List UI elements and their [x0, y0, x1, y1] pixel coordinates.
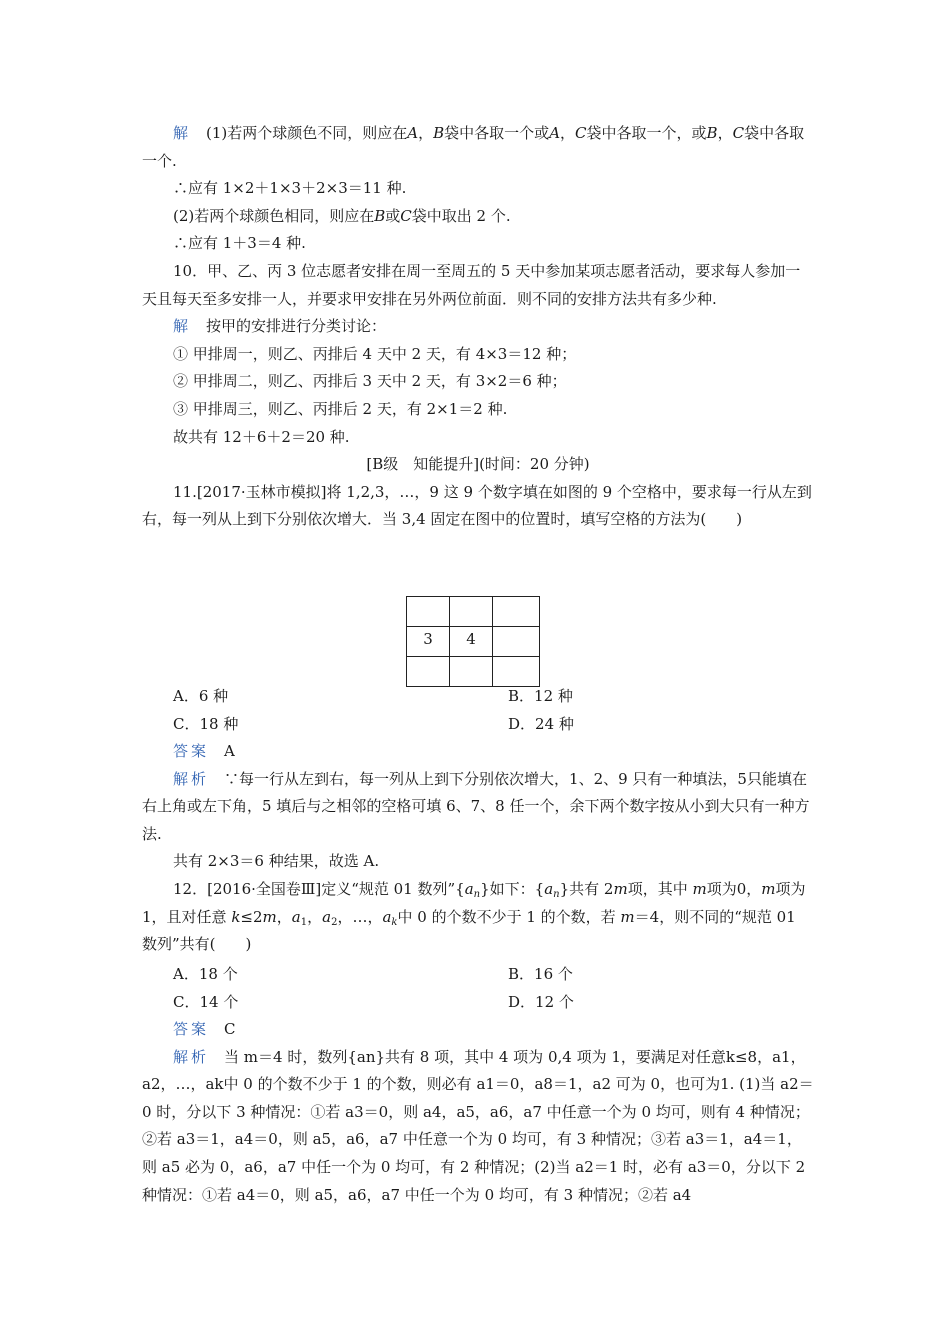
solution-line: (2)若两个球颜色相同，则应在B或C袋中取出 2 个.	[173, 206, 511, 225]
q12-answer: 答案 C	[173, 1020, 236, 1038]
q12-option-d: D．12 个	[508, 993, 574, 1011]
solution-10-case1: ① 甲排周一，则乙、丙排后 4 天中 2 天，有 4×3＝12 种；	[173, 344, 577, 363]
q12-option-b: B．16 个	[508, 965, 573, 983]
grid-cell	[407, 597, 450, 627]
question-10: 10．甲、乙、丙 3 位志愿者安排在周一至周五的 5 天中参加某项志愿者活动，要求每人参加一天且每天至多安排一人，并要求甲安排在另外两位前面．则不同的安排方法共有多少种.	[142, 261, 801, 308]
q11-option-a: A．6 种	[173, 687, 229, 705]
q12-option-a: A．18 个	[173, 965, 238, 983]
solution-10-case3: ③ 甲排周三，则乙、丙排后 2 天，有 2×1＝2 种.	[173, 399, 508, 418]
q12-analysis: 解析 当 m＝4 时，数列{an}共有 8 项，其中 4 项为 0,4 项为 1，要满足对任意k≤8，a1，a2，…，ak中 0 的个数不少于 1 的个数，则必有 a1＝0，a8＝1，a2 可为 0，也可为1. (1)当 a2＝0 时，分以下 3 种情况：①若 a3＝0，则 a4，a5，a6，a7 中任意一个为 0 均可，则有 4 种情况；②若 a3＝1，a4＝0，则 a5，a6，a7 中任意一个为 0 均可，有 3 种情况；③若 a3＝1，a4＝1，则 a5 必为 0，a6，a7 中任一个为 0 均可，有 2 种情况；(2)当 a2＝1 时，必有 a3＝0，分以下 2 种情况：①若 a4＝0，则 a5，a6，a7 中任一个为 0 均可，有 3 种情况；②若 a4	[142, 1047, 814, 1204]
solution-line: ∴应有 1×2＋1×3＋2×3＝11 种.	[173, 179, 407, 198]
section-header: [B级 知能提升](时间：20 分钟)	[366, 455, 590, 474]
grid-cell	[493, 597, 540, 627]
grid-cell: 3	[407, 627, 450, 657]
question-11: 11.[2017·玉林市模拟]将 1,2,3，…，9 这 9 个数字填在如图的 9 个空格中，要求每一行从左到右，每一列从上到下分别依次增大．当 3,4 固定在图中的位置时，填写空格的方法为( )	[142, 482, 812, 529]
solution-block-q9	[142, 120, 814, 534]
q11-answer-block	[142, 738, 814, 959]
solution-10-intro: 解 按甲的安排进行分类讨论：	[173, 317, 387, 336]
q11-answer: 答案 A	[173, 742, 235, 760]
grid-cell	[450, 597, 493, 627]
number-grid-figure	[406, 596, 540, 687]
grid-cell	[493, 627, 540, 657]
solution-line: 解 (1)若两个球颜色不同，则应在A，B袋中各取一个或A，C袋中各取一个，或B，C袋中各取一个.	[142, 124, 805, 170]
q11-option-b: B．12 种	[508, 687, 573, 705]
solution-10-case2: ② 甲排周二，则乙、丙排后 3 天中 2 天，有 3×2＝6 种；	[173, 372, 567, 391]
q11-analysis: 解析 ∵每一行从左到右，每一列从上到下分别依次增大，1、2、9 只有一种填法，5只能填在右上角或左下角，5 填后与之相邻的空格可填 6、7、8 任一个，余下两个数字按从小到大只有一种方法.	[142, 769, 810, 843]
q12-answer-block	[142, 1016, 814, 1209]
q11-result: 共有 2×3＝6 种结果，故选 A.	[173, 852, 380, 871]
solution-10-total: 故共有 12＋6＋2＝20 种.	[173, 427, 350, 446]
solution-tag: 解	[173, 317, 192, 336]
solution-line: ∴应有 1＋3＝4 种.	[173, 234, 306, 253]
solution-tag: 解	[173, 124, 192, 142]
grid-cell	[450, 657, 493, 687]
question-12: 12．[2016·全国卷Ⅲ]定义“规范 01 数列$”\{a_n\}$如下：$\{a_n\}$共有 2m项，其中 m项为0，m项为 1，且对任意 k≤2m，$a_1$，$a_2$，…，$a_k$中 0 的个数不少于 1 的个数，若 m＝4，则不同的“规范 01 数列”共有( )	[142, 879, 806, 954]
grid-cell: 4	[450, 627, 493, 657]
q11-option-c: C．18 种	[173, 715, 239, 733]
q11-option-d: D．24 种	[508, 715, 574, 733]
grid-cell	[407, 657, 450, 687]
q12-option-c: C．14 个	[173, 993, 239, 1011]
